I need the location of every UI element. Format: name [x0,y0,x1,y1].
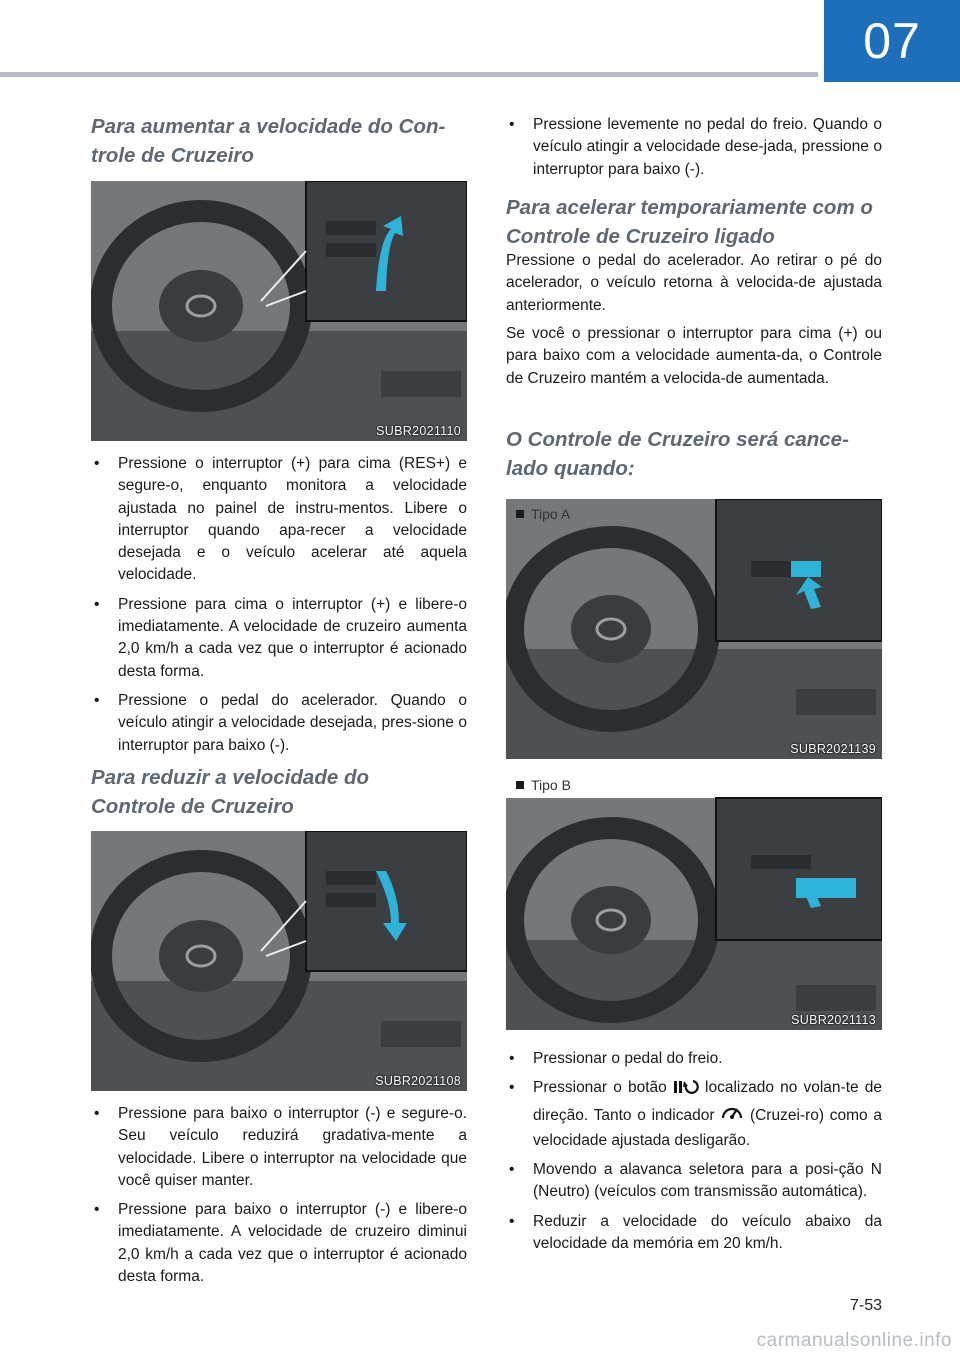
steering-wheel-photo-decrease [91,831,467,1091]
list-item: • Pressionar o pedal do freio. [506,1048,882,1070]
paragraph: Pressione o pedal do acelerador. Ao retirar o pé do acelerador, o veículo retorna à velocida-de ajustada anteriormente. [506,252,882,314]
list-item: • Pressione para baixo o interruptor (-) e libere-o imediatamente. A velocidade de cruzeiro diminui 2,0 km/h a cada vez que o interruptor é acionado desta forma. [91,1199,467,1288]
list-item: • Pressionar o botão localizado no volan-te de direção. Tanto o indicador (Cruzei-ro) como a velocidade ajustada desligarão. [506,1077,882,1152]
list-item: • Movendo a alavanca seletora para a posi-ção N (Neutro) (veículos com transmissão automática). [506,1159,882,1204]
cruise-indicator-icon [720,1103,744,1130]
list-item: • Pressione levemente no pedal do freio. Quando o veículo atingir a velocidade dese-jada, pressione o interruptor para baixo (-). [506,114,882,181]
header-rule [0,72,818,77]
tipo-b-label: Tipo B [516,777,571,793]
bullet-list-increase [91,453,467,764]
section-title-acelerar: Para acelerar temporariamente com o Controle de Cruzeiro ligado [506,196,873,248]
list-item: • Pressione o interruptor (+) para cima (RES+) e segure-o, enquanto monitora a velocidade ajustada no painel de instru-mentos. Libere o interruptor quando apa-recer a velocidade desejada e o veículo acelerar até aquela velocidade. [91,453,467,587]
image-code: SUBR2021108 [375,1074,461,1088]
watermark: carmanualsonline.info [756,1330,952,1351]
tipo-a-label: Tipo A [516,506,570,522]
list-item: • Pressione o pedal do acelerador. Quando o veículo atingir a velocidade desejada, pres-sione o interruptor para baixo (-). [91,690,467,757]
list-item: • Pressione para cima o interruptor (+) e libere-o imediatamente. A velocidade de cruzeiro aumenta 2,0 km/h a cada vez que o interruptor é acionado desta forma. [91,594,467,683]
bullet-list-decrease [91,1103,467,1295]
paragraph: Se você o pressionar o interruptor para cima (+) ou para baixo com a velocidade aumenta-da, o Controle de Cruzeiro mantém a velocida-de aumentada. [506,325,882,387]
section-title-aumentar: Para aumentar a velocidade do Con- trole de Cruzeiro [91,115,446,167]
image-code: SUBR2021110 [376,424,461,438]
steering-wheel-photo-tipo-a [506,499,882,759]
list-item: • Reduzir a velocidade do veículo abaixo da velocidade da memória em 20 km/h. [506,1211,882,1256]
steering-wheel-photo-tipo-b [506,770,882,1030]
cruise-cancel-icon [673,1078,699,1102]
image-code: SUBR2021113 [791,1013,876,1027]
bullet-list-cancel [506,1048,882,1262]
bullet-list-brake [506,114,882,188]
section-title-cancelado: O Controle de Cruzeiro será cance- lado quando: [506,428,849,480]
chapter-number: 07 [863,13,921,69]
chapter-tab [824,0,960,82]
image-code: SUBR2021139 [790,742,876,756]
steering-wheel-photo-increase [91,181,467,441]
page-number: 7-53 [849,1297,882,1314]
section-title-reduzir: Para reduzir a velocidade do Controle de Cruzeiro [91,766,369,818]
list-item: • Pressione para baixo o interruptor (-) e segure-o. Seu veículo reduzirá gradativa-mente a velocidade. Libere o interruptor na velocidade que você quiser manter. [91,1103,467,1192]
